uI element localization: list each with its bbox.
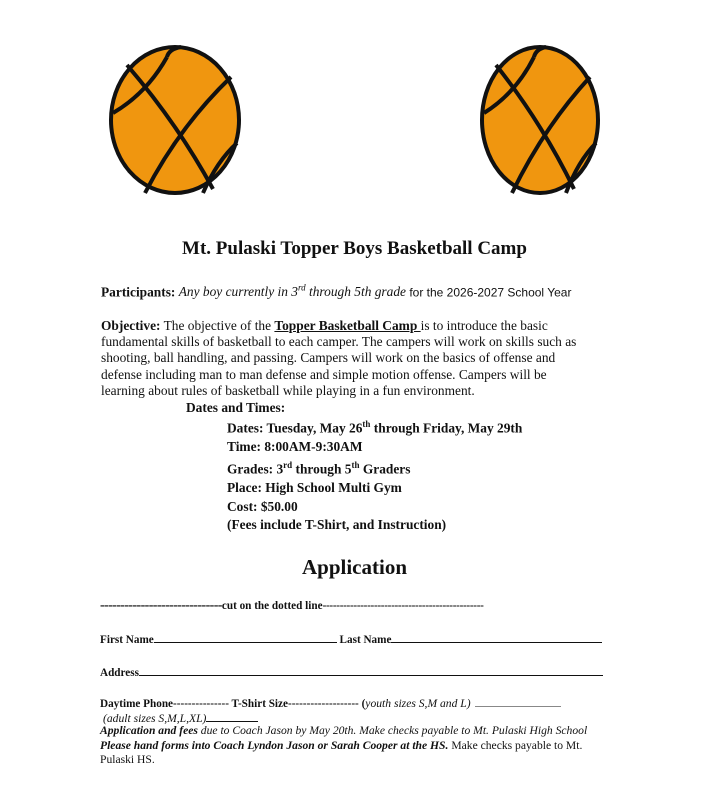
camp-name: Topper Basketball Camp <box>274 318 421 333</box>
phone-label: Daytime Phone <box>100 698 174 710</box>
dates-heading: Dates and Times: <box>186 400 286 415</box>
fees-note: Application and fees due to Coach Jason by May 20th. Make checks payable to Mt. Pulaski High School <box>100 724 588 737</box>
last-name-field[interactable] <box>391 631 602 643</box>
adult-sizes-row: (adult sizes S,M,L,XL) <box>103 710 258 725</box>
objective-paragraph: Objective: The objective of the Topper Basketball Camp is to introduce the basic fundamental skills of basketball to each camper. The campers will work on skills such as shooting, ball handling, and passing. Campers will work on the basics of offense and defense including man to man defense and simple motion offense. Campers will be learning about rules of basketball while playing in a fun environment. <box>101 318 577 398</box>
hand-in-note: Please hand forms into Coach Lyndon Jason or Sarah Cooper at the HS. Make checks payable to Mt. Pulaski HS. <box>100 739 583 766</box>
application-heading: Application <box>301 555 408 579</box>
phone-row: Daytime Phone--------------- T-Shirt Size------------------- (youth sizes S,M and L) <box>100 694 561 712</box>
tshirt-label: T-Shirt Size <box>231 698 288 710</box>
participants-line <box>101 280 571 301</box>
participants-year: for the 2026-2027 School Year <box>405 285 572 300</box>
address-field[interactable] <box>139 664 603 676</box>
objective-label: Objective: <box>101 318 161 333</box>
event-details <box>227 415 522 534</box>
participants-text: Any boy currently in 3rd through 5th grade <box>178 283 406 300</box>
youth-sizes: youth sizes S,M and L) <box>365 697 471 710</box>
basketball-icon <box>478 43 602 197</box>
first-name-field[interactable] <box>154 631 337 643</box>
place-line: Place: High School Multi Gym <box>227 480 402 496</box>
grades-line: Grades: 3rd through 5th Graders <box>227 460 411 477</box>
basketball-icon <box>107 43 243 197</box>
last-name-label: Last Name <box>339 634 392 646</box>
first-name-label: First Name <box>100 634 154 646</box>
adult-size-field[interactable] <box>206 710 258 722</box>
address-label: Address <box>100 667 139 679</box>
cost-line: Cost: $50.00 <box>227 498 298 514</box>
time-line: Time: 8:00AM-9:30AM <box>227 438 363 454</box>
participants-label: Participants: <box>101 284 176 300</box>
dates-line: Dates: Tuesday, May 26th through Friday, May 29th <box>227 419 523 436</box>
youth-size-field[interactable] <box>475 695 561 707</box>
address-row <box>100 664 603 679</box>
page-title: Mt. Pulaski Topper Boys Basketball Camp <box>182 238 527 259</box>
fees-line: (Fees include T-Shirt, and Instruction) <box>227 516 447 532</box>
cut-line: ------------------------------cut on the dotted line----------------------------------------------- <box>100 598 484 613</box>
name-row <box>100 631 602 646</box>
